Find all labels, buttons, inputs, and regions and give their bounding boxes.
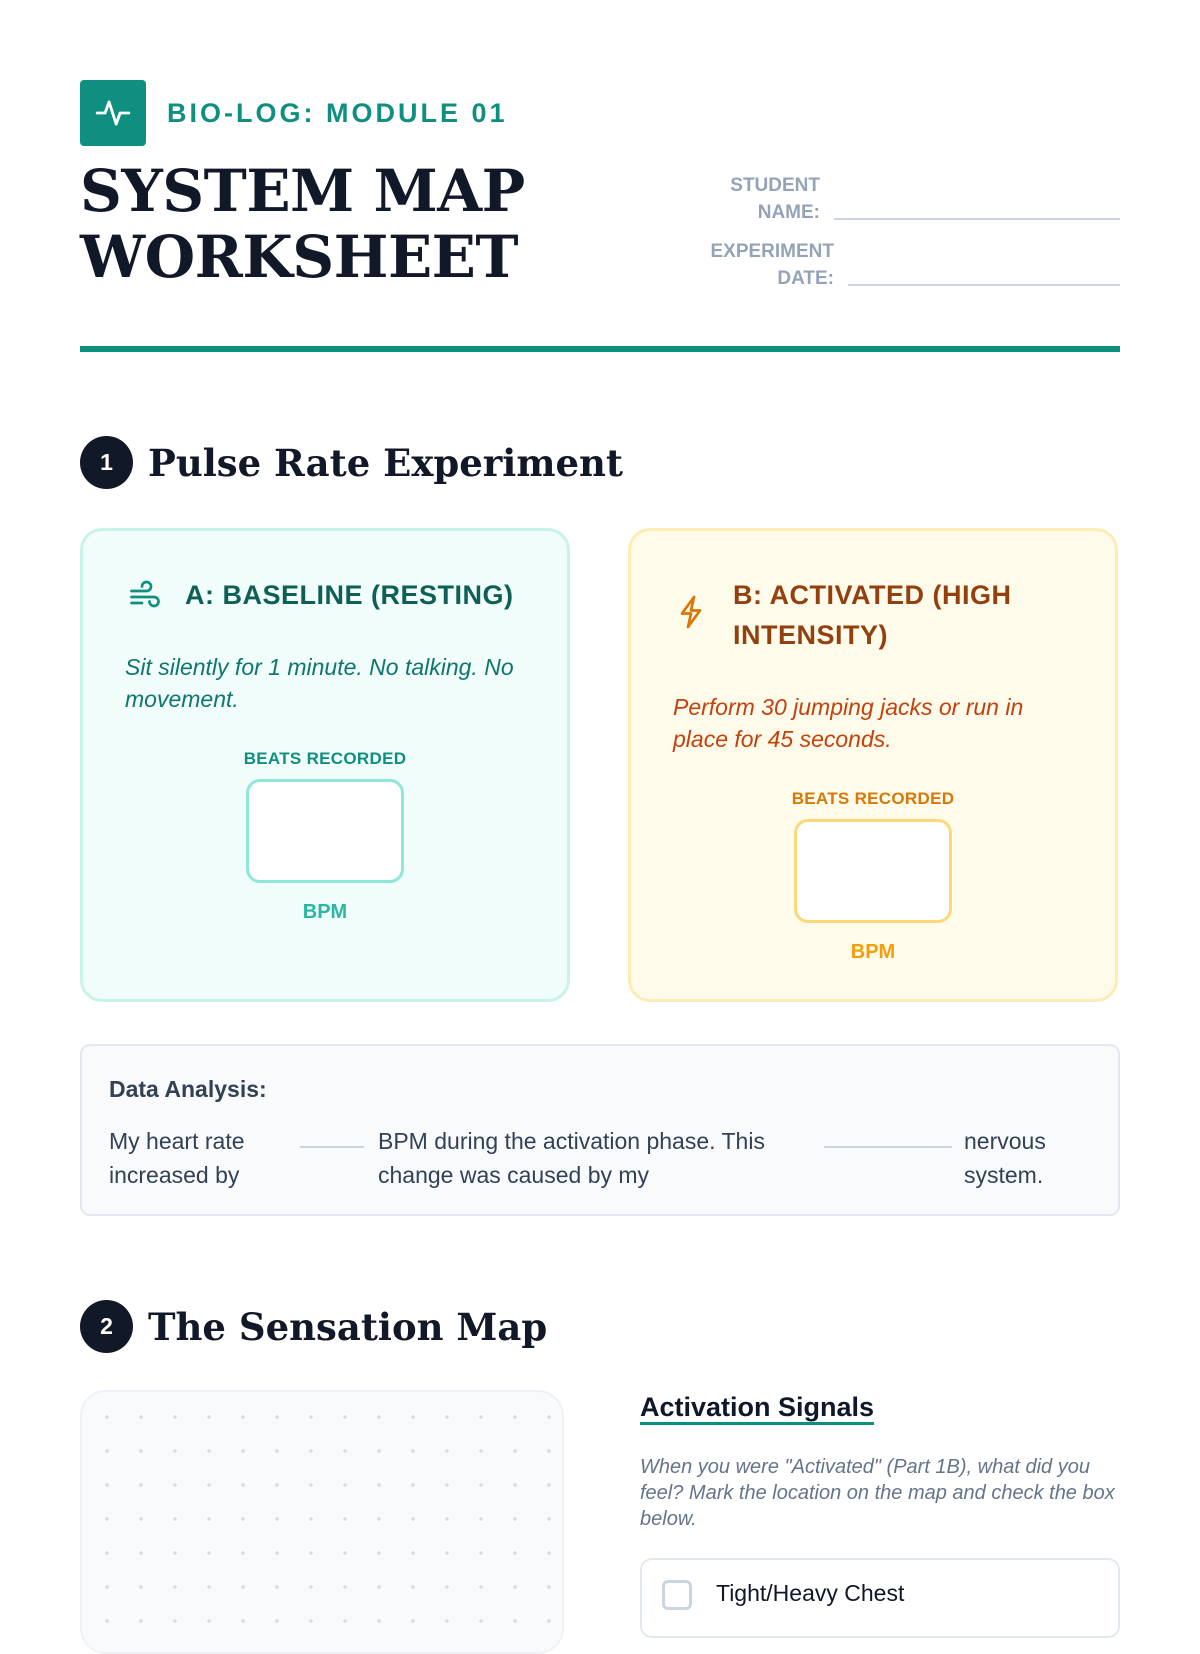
date-label-line-1: EXPERIMENT	[710, 241, 834, 262]
increase-blank-field[interactable]	[300, 1146, 364, 1148]
baseline-card	[80, 528, 570, 1002]
baseline-card-title: A: BASELINE (RESTING)	[185, 580, 514, 610]
activation-signals-title: Activation Signals	[640, 1392, 875, 1422]
section-1-title: Pulse Rate Experiment	[148, 440, 624, 485]
activated-beats-label: BEATS RECORDED	[791, 789, 955, 808]
activated-beats-input[interactable]	[794, 819, 952, 923]
student-name-row	[690, 172, 1120, 226]
activation-signals-description: When you were "Activated" (Part 1B), what did you feel? Mark the location on the map and check the box below.	[640, 1456, 1115, 1530]
data-analysis-title: Data Analysis:	[109, 1076, 267, 1102]
title-line-2: WORKSHEET	[80, 223, 519, 291]
student-name-label	[690, 172, 820, 226]
analysis-text-part-1: My heart rate increased by	[109, 1128, 245, 1188]
experiment-date-row	[690, 238, 1120, 292]
student-label-line-2: NAME:	[757, 202, 820, 223]
section-2-number: 2	[80, 1300, 133, 1353]
section-2-heading	[80, 1300, 547, 1353]
activated-beats	[631, 789, 1115, 964]
checklist-item-tight-chest[interactable]	[640, 1558, 1120, 1638]
experiment-date-field[interactable]	[848, 284, 1120, 286]
data-analysis-box	[80, 1044, 1120, 1216]
sensation-map-canvas[interactable]	[80, 1390, 564, 1654]
analysis-text-part-3: nervous system.	[964, 1128, 1046, 1188]
brand	[80, 80, 508, 146]
activated-card-title: B: ACTIVATED (HIGH INTENSITY)	[733, 580, 1012, 650]
baseline-card-description: Sit silently for 1 minute. No talking. No movement.	[125, 654, 514, 712]
baseline-card-header	[125, 575, 545, 615]
activated-card	[628, 528, 1118, 1002]
baseline-beats	[83, 749, 567, 924]
experiment-date-label	[690, 238, 834, 292]
checkbox-tight-chest[interactable]	[662, 1580, 692, 1610]
activated-bpm-unit: BPM	[850, 941, 896, 963]
checklist-label-tight-chest: Tight/Heavy Chest	[716, 1580, 905, 1606]
lightning-icon	[673, 579, 713, 615]
page-title	[80, 158, 525, 290]
activated-card-description: Perform 30 jumping jacks or run in place for 45 seconds.	[673, 694, 1024, 752]
section-2-title: The Sensation Map	[148, 1304, 548, 1349]
header-divider	[80, 346, 1120, 352]
wind-icon	[125, 579, 165, 615]
student-name-field[interactable]	[834, 218, 1120, 220]
baseline-beats-label: BEATS RECORDED	[243, 749, 407, 768]
analysis-text-part-2: BPM during the activation phase. This change was caused by my	[378, 1128, 765, 1188]
pulse-icon	[80, 80, 146, 146]
title-line-1: SYSTEM MAP	[80, 157, 525, 225]
baseline-beats-input[interactable]	[246, 779, 404, 883]
date-label-line-2: DATE:	[777, 268, 834, 289]
student-label-line-1: STUDENT	[730, 175, 820, 196]
brand-label: BIO-LOG: MODULE 01	[167, 97, 508, 128]
meta-fields	[690, 172, 1120, 304]
activated-card-header	[673, 575, 1093, 655]
section-1-heading	[80, 436, 623, 489]
baseline-bpm-unit: BPM	[302, 901, 348, 923]
nervous-system-blank-field[interactable]	[824, 1146, 952, 1148]
section-1-number: 1	[80, 436, 133, 489]
